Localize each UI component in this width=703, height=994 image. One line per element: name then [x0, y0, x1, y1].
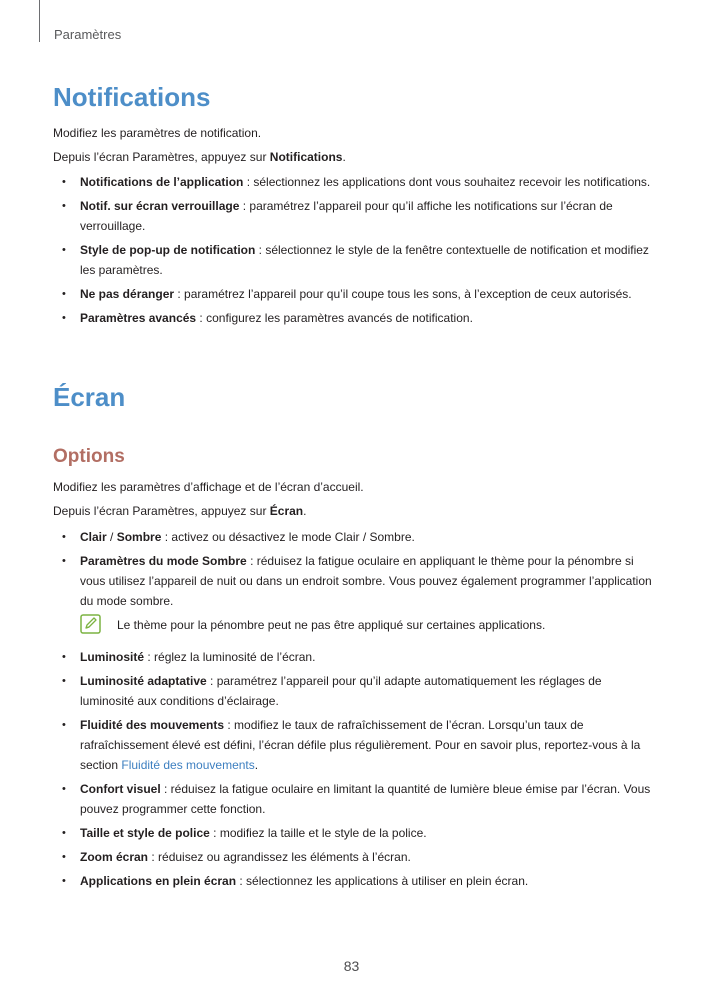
item-term: Confort visuel — [80, 782, 161, 796]
bullet-icon: • — [62, 176, 66, 188]
note-box — [80, 614, 660, 636]
bullet-icon: • — [62, 288, 66, 300]
list-item — [53, 715, 653, 775]
bullet-icon: • — [62, 555, 66, 567]
bullet-icon: • — [62, 531, 66, 543]
list-item — [53, 671, 653, 711]
header-section-label: Paramètres — [54, 27, 122, 42]
item-sep: / — [106, 530, 117, 544]
item-text: : réduisez ou agrandissez les éléments à l’écran. — [148, 850, 411, 864]
ecran-list-b — [53, 647, 653, 895]
list-item — [53, 779, 653, 819]
item-term: Ne pas déranger — [80, 287, 175, 301]
notifications-title: Notifications — [53, 82, 211, 112]
ecran-path — [53, 502, 306, 521]
path-prefix: Depuis l’écran Paramètres, appuyez sur — [53, 150, 270, 164]
item-text: : réglez la luminosité de l’écran. — [144, 650, 316, 664]
bullet-icon: • — [62, 719, 66, 731]
item-text: : paramétrez l’appareil pour qu’il coupe tous les sons, à l’exception de ceux autorisés. — [174, 287, 632, 301]
list-item — [53, 196, 653, 236]
path-target: Notifications — [269, 150, 343, 164]
item-text-after: . — [254, 758, 259, 772]
path-target: Écran — [269, 504, 304, 518]
ecran-list-a — [53, 527, 653, 615]
ecran-title: Écran — [53, 382, 126, 412]
bullet-icon: • — [62, 851, 66, 863]
item-text: : configurez les paramètres avancés de notification. — [196, 311, 473, 325]
list-item — [53, 240, 653, 280]
item-term: Taille et style de police — [80, 826, 210, 840]
list-item — [53, 308, 653, 328]
item-term: Notifications de l’application — [80, 175, 244, 189]
list-item — [53, 172, 653, 192]
list-item — [53, 551, 653, 611]
notifications-path — [53, 148, 346, 167]
note-text: Le thème pour la pénombre peut ne pas être appliqué sur certaines applications. — [117, 618, 546, 632]
item-term-2: Sombre — [116, 530, 162, 544]
item-text: : modifiez la taille et le style de la police. — [209, 826, 427, 840]
item-text: : activez ou désactivez le mode Clair / Sombre. — [161, 530, 415, 544]
item-term: Zoom écran — [80, 850, 149, 864]
fluidite-link[interactable]: Fluidité des mouvements — [121, 758, 255, 772]
list-item — [53, 823, 653, 843]
item-term: Applications en plein écran — [80, 874, 237, 888]
bullet-icon: • — [62, 783, 66, 795]
item-term: Luminosité adaptative — [80, 674, 207, 688]
bullet-icon: • — [62, 675, 66, 687]
bullet-icon: • — [62, 875, 66, 887]
notifications-intro: Modifiez les paramètres de notification. — [53, 126, 262, 140]
item-text: : modifiez le taux de rafraîchissement de l’écran. Lorsqu’un taux de rafraîchissement élevé est défini, l’écran défile plus régulièrement. Pour en savoir plus, reportez-vous à la section — [80, 718, 641, 772]
item-text: : sélectionnez le style de la fenêtre contextuelle de notification et modifiez les paramètres. — [80, 243, 649, 277]
item-term: Paramètres avancés — [80, 311, 197, 325]
item-text: : sélectionnez les applications dont vous souhaitez recevoir les notifications. — [243, 175, 651, 189]
ecran-intro: Modifiez les paramètres d’affichage et de l’écran d’accueil. — [53, 480, 364, 494]
item-term: Fluidité des mouvements — [80, 718, 225, 732]
item-text: : réduisez la fatigue oculaire en appliquant le thème pour la pénombre si vous utilisez l’appareil de nuit ou dans un endroit sombre. Vous pouvez également programmer l’application du mode sombre. — [80, 554, 652, 608]
item-term: Clair — [80, 530, 107, 544]
item-text: : paramétrez l’appareil pour qu’il adapte automatiquement les réglages de luminosité aux conditions d’éclairage. — [80, 674, 602, 708]
ecran-options-subtitle: Options — [53, 446, 125, 467]
path-suffix: . — [303, 504, 307, 518]
notifications-list — [53, 172, 653, 332]
list-item — [53, 527, 653, 547]
note-pencil-icon — [80, 614, 101, 634]
item-text: : réduisez la fatigue oculaire en limitant la quantité de lumière bleue émise par l’écran. Vous pouvez programmer cette fonction. — [80, 782, 651, 816]
path-suffix: . — [342, 150, 346, 164]
item-term: Paramètres du mode Sombre — [80, 554, 247, 568]
header-rule — [39, 0, 40, 42]
bullet-icon: • — [62, 312, 66, 324]
path-prefix: Depuis l’écran Paramètres, appuyez sur — [53, 504, 270, 518]
list-item — [53, 284, 653, 304]
list-item — [53, 647, 653, 667]
bullet-icon: • — [62, 200, 66, 212]
bullet-icon: • — [62, 244, 66, 256]
item-text: : paramétrez l’appareil pour qu’il affiche les notifications sur l’écran de verrouillage. — [80, 199, 613, 233]
item-term: Luminosité — [80, 650, 145, 664]
list-item — [53, 871, 653, 891]
bullet-icon: • — [62, 651, 66, 663]
item-term: Style de pop-up de notification — [80, 243, 256, 257]
bullet-icon: • — [62, 827, 66, 839]
item-text: : sélectionnez les applications à utiliser en plein écran. — [236, 874, 529, 888]
list-item — [53, 847, 653, 867]
page-number: 83 — [343, 958, 360, 974]
item-term: Notif. sur écran verrouillage — [80, 199, 240, 213]
